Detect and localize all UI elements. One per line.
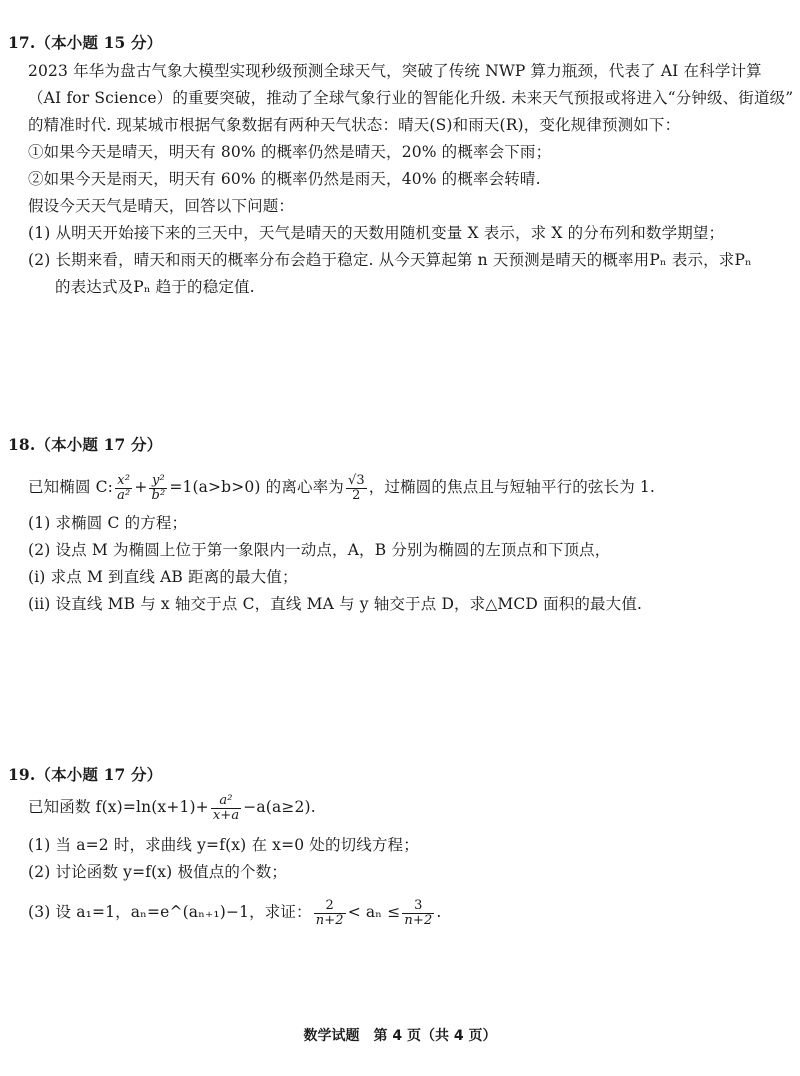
q19-frac-left (314, 899, 346, 928)
q18-frac-ecc (346, 474, 367, 503)
q19-frac-right-num: 3 (414, 897, 423, 913)
q19-part-3-c: . (436, 903, 442, 921)
q18-frac-y-den: b² (151, 487, 166, 503)
q19-part-3-b: < aₙ ≤ (347, 903, 401, 921)
q17-part-2: (2) 长期来看，晴天和雨天的概率分布会趋于稳定. 从今天算起第 n 天预测是晴天的概率用Pₙ 表示，求Pₙ (28, 251, 752, 269)
q18-frac-ecc-den: 2 (346, 488, 367, 503)
q18-part-2: (2) 设点 M 为椭圆上位于第一象限内一动点，A，B 分别为椭圆的左顶点和下顶点， (28, 541, 611, 559)
q17-part-1: (1) 从明天开始接下来的三天中，天气是晴天的天数用随机变量 X 表示，求 X 的分布列和数学期望； (28, 224, 725, 242)
q18-frac-x-num: x² (117, 472, 131, 488)
q19-frac-a-den: x+a (212, 807, 240, 823)
q17-line-1: 2023 年华为盘古气象大模型实现秒级预测全球天气，突破了传统 NWP 算力瓶颈，代表了 AI 在科学计算 (28, 62, 762, 80)
q19-part-3-a: (3) 设 a₁=1，aₙ=e^(aₙ₊₁)−1，求证： (28, 903, 312, 921)
q19-part-3 (28, 895, 790, 929)
q17-header: 17.（本小题 15 分） (8, 33, 163, 52)
q17-line-3: 的精准时代. 现某城市根据气象数据有两种天气状态：晴天(S)和雨天(R)，变化规律预测如下： (28, 116, 681, 134)
q18-intro-c: ，过椭圆的焦点且与短轴平行的弦长为 1. (368, 478, 656, 496)
q19-intro-a: 已知函数 f(x)=ln(x+1)+ (28, 798, 209, 816)
q19-part-2: (2) 讨论函数 y=f(x) 极值点的个数； (28, 863, 288, 881)
q18-part-2-i: (ⅰ) 求点 M 到直线 AB 距离的最大值； (28, 568, 298, 586)
q17-line-4: ①如果今天是晴天，明天有 80% 的概率仍然是晴天，20% 的概率会下雨； (28, 143, 552, 161)
q19-frac-a-num: a² (219, 792, 233, 808)
q18-frac-x (115, 474, 132, 503)
q19-part-1: (1) 当 a=2 时，求曲线 y=f(x) 在 x=0 处的切线方程； (28, 836, 419, 854)
q18-plus: + (134, 478, 148, 496)
q17-line-6: 假设今天天气是晴天，回答以下问题： (28, 197, 295, 215)
q18-header: 18.（本小题 17 分） (8, 435, 163, 454)
q18-intro-a: 已知椭圆 C: (28, 478, 114, 496)
q18-intro (28, 470, 790, 504)
q18-part-1: (1) 求椭圆 C 的方程； (28, 514, 188, 532)
q17-part-2-cont: 的表达式及Pₙ 趋于的稳定值. (55, 278, 255, 296)
q18-frac-y-num: y² (151, 472, 165, 488)
q19-frac-left-den: n+2 (315, 912, 344, 928)
q17-line-5: ②如果今天是雨天，明天有 60% 的概率仍然是雨天，40% 的概率会转晴. (28, 170, 541, 188)
q18-frac-y (149, 474, 167, 503)
q18-intro-b: =1(a>b>0) 的离心率为 (169, 478, 344, 496)
q19-frac-left-num: 2 (325, 897, 334, 913)
q19-intro (28, 790, 790, 824)
page-footer: 数学试题 第 4 页（共 4 页） (303, 1028, 497, 1044)
q19-frac-a (211, 794, 241, 823)
q18-part-2-ii: (ⅱ) 设直线 MB 与 x 轴交于点 C，直线 MA 与 y 轴交于点 D，求△MCD 面积的最大值. (28, 595, 643, 613)
q18-frac-x-den: a² (117, 487, 131, 503)
q19-intro-b: −a(a≥2). (243, 798, 316, 816)
q19-frac-right-den: n+2 (404, 912, 433, 928)
q18-frac-ecc-num: √3 (347, 472, 365, 488)
q19-header: 19.（本小题 17 分） (8, 765, 163, 784)
q19-frac-right (402, 899, 434, 928)
q17-line-2: （AI for Science）的重要突破，推动了全球气象行业的智能化升级. 未来天气预报或将进入“分钟级、街道级” (28, 89, 794, 107)
